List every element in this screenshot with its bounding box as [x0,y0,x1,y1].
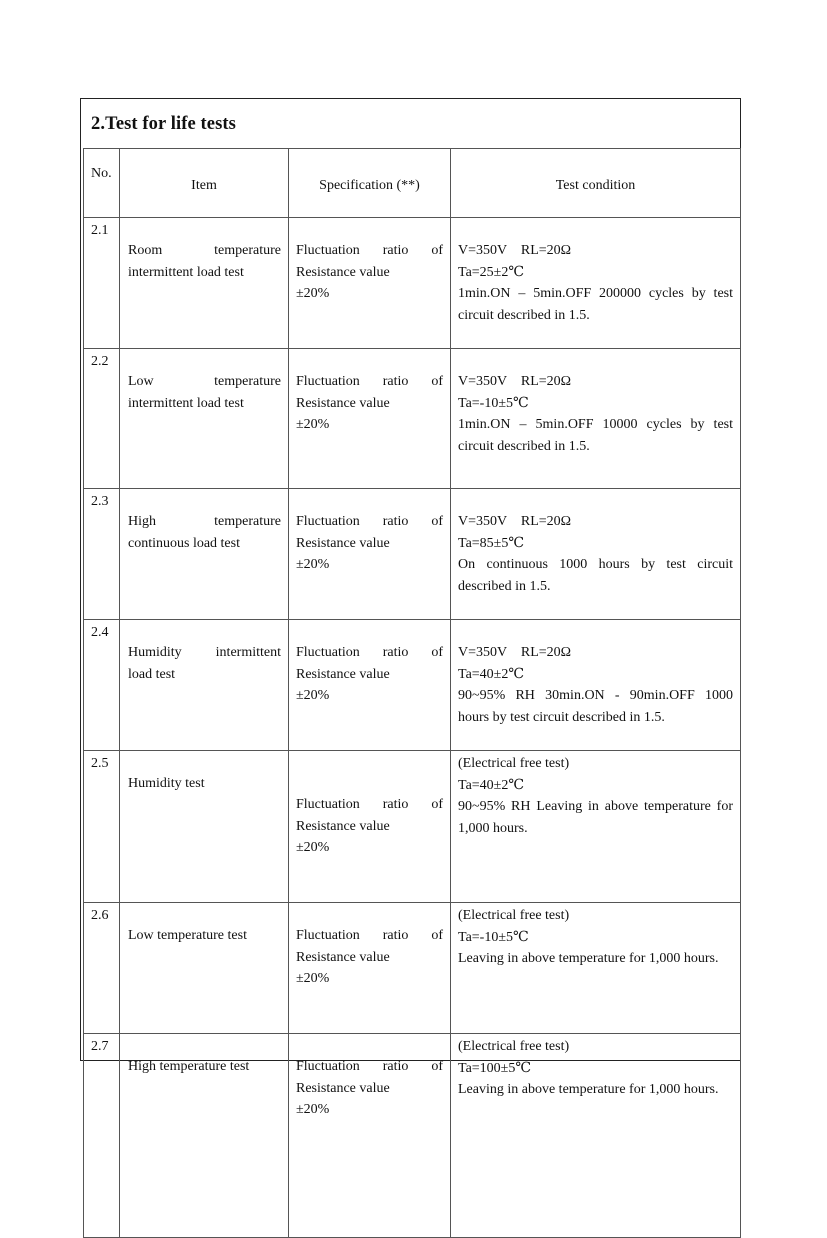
row-item: Humidity intermittent load test [120,620,289,751]
row-specification: Fluctuation ratio of Resistance value ±20% [289,751,451,903]
row-number: 2.2 [84,349,120,489]
table-row [84,751,741,903]
section-title: 2.Test for life tests [91,114,236,134]
row-number: 2.4 [84,620,120,751]
row-number: 2.1 [84,218,120,349]
table-row [84,620,741,751]
row-item: High temperature test [120,1034,289,1238]
table-row [84,1034,741,1238]
row-test-condition: (Electrical free test) Ta=-10±5℃ Leaving in above temperature for 1,000 hours. [451,903,741,1034]
row-specification: Fluctuation ratio of Resistance value ±20% [289,349,451,489]
header-specification: Specification (**) [289,149,451,218]
row-specification: Fluctuation ratio of Resistance value ±20% [289,218,451,349]
row-item: High temperature continuous load test [120,489,289,620]
row-number: 2.7 [84,1034,120,1238]
row-specification: Fluctuation ratio of Resistance value ±20% [289,620,451,751]
row-test-condition: V=350V RL=20Ω Ta=85±5℃ On continuous 1000 hours by test circuit described in 1.5. [451,489,741,620]
header-test-condition: Test condition [451,149,741,218]
table-row [84,349,741,489]
header-row [84,149,741,218]
row-number: 2.3 [84,489,120,620]
row-specification: Fluctuation ratio of Resistance value ±20% [289,903,451,1034]
row-test-condition: V=350V RL=20Ω Ta=-10±5℃ 1min.ON – 5min.OFF 10000 cycles by test circuit described in 1.5. [451,349,741,489]
row-item: Humidity test [120,751,289,903]
row-test-condition: V=350V RL=20Ω Ta=40±2℃ 90~95% RH 30min.ON - 90min.OFF 1000 hours by test circuit described in 1.5. [451,620,741,751]
table-row [84,218,741,349]
life-tests-table [83,148,741,1238]
table-row [84,489,741,620]
row-item: Room temperature intermittent load test [120,218,289,349]
row-test-condition: V=350V RL=20Ω Ta=25±2℃ 1min.ON – 5min.OFF 200000 cycles by test circuit described in 1.5. [451,218,741,349]
row-test-condition: (Electrical free test) Ta=100±5℃ Leaving in above temperature for 1,000 hours. [451,1034,741,1238]
header-item: Item [120,149,289,218]
row-item: Low temperature test [120,903,289,1034]
table-row [84,903,741,1034]
row-number: 2.5 [84,751,120,903]
row-specification: Fluctuation ratio of Resistance value ±20% [289,1034,451,1238]
row-number: 2.6 [84,903,120,1034]
row-specification: Fluctuation ratio of Resistance value ±20% [289,489,451,620]
row-item: Low temperature intermittent load test [120,349,289,489]
header-no: No. [84,149,120,218]
row-test-condition: (Electrical free test) Ta=40±2℃ 90~95% RH Leaving in above temperature for 1,000 hours. [451,751,741,903]
